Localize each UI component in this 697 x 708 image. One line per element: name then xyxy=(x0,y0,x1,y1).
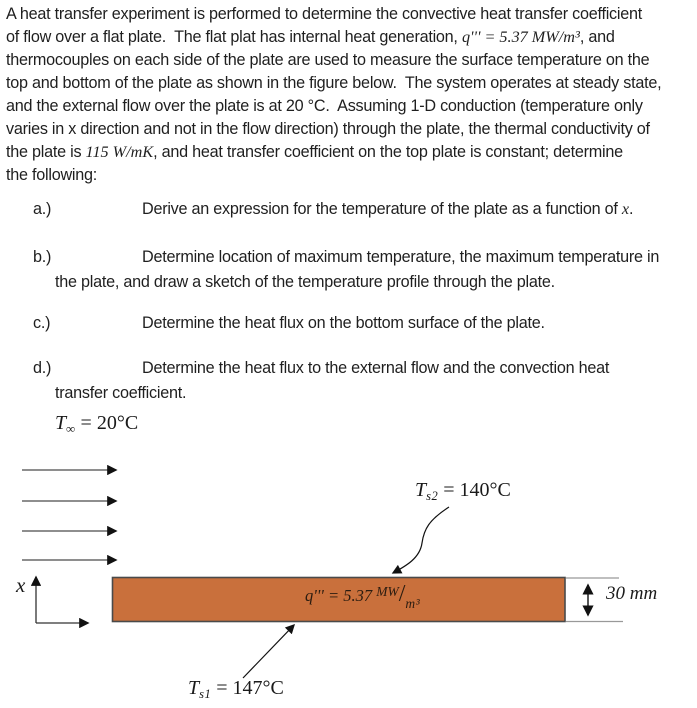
text-line: thermocouples on each side of the plate are used to measure the surface temperature on the xyxy=(6,51,650,69)
item-b-text xyxy=(0,245,697,295)
q-value: = 5.37 xyxy=(323,586,377,605)
text-line: transfer coefficient. xyxy=(55,384,187,402)
ts2-leader-arrow xyxy=(393,507,449,573)
text-line: varies in x direction and not in the flow direction) through the plate, the thermal conductivity of xyxy=(6,120,650,138)
text-line: the plate, and draw a sketch of the temperature profile through the plate. xyxy=(55,273,555,291)
item-a xyxy=(0,197,697,222)
q-unit-numerator: MW xyxy=(376,584,399,599)
text-line: and the external flow over the plate is at 20 °C. Assuming 1-D conduction (temperature only xyxy=(6,97,643,115)
t-inf-value: = 20°C xyxy=(75,412,139,434)
text-line: of flow over a flat plate. The flat plat has internal heat generation, q''' = 5.37 MW/m³, and xyxy=(6,28,615,46)
item-c xyxy=(0,311,697,336)
ts1-leader-arrow xyxy=(243,625,294,678)
q-unit-slash: / xyxy=(398,581,406,607)
coordinate-axes xyxy=(36,577,88,623)
item-c-label: c.) xyxy=(33,314,51,332)
item-d-text xyxy=(0,356,697,406)
figure-diagram xyxy=(0,405,697,708)
flow-arrows xyxy=(22,470,116,560)
x-axis-label: x xyxy=(16,573,26,597)
item-d xyxy=(0,356,697,406)
ts1-subscript: s1 xyxy=(199,687,212,701)
ts2-subscript: s2 xyxy=(426,489,439,503)
item-a-text xyxy=(0,197,697,222)
top-surface-temperature-label xyxy=(415,479,511,504)
ts1-value: = 147°C xyxy=(211,677,284,699)
freestream-temperature-label xyxy=(55,412,138,437)
problem-paragraph xyxy=(6,3,661,187)
text-line: the plate is 115 W/mK, and heat transfer coefficient on the top plate is constant; determine xyxy=(6,143,623,161)
item-b-label: b.) xyxy=(33,248,52,266)
text-line: Determine the heat flux to the external flow and the convection heat xyxy=(142,359,610,377)
ts2-value: = 140°C xyxy=(438,479,511,501)
ts2-symbol: T xyxy=(415,479,427,501)
item-d-label: d.) xyxy=(33,359,52,377)
text-line: the following: xyxy=(6,166,97,184)
item-b xyxy=(0,245,697,295)
text-line: top and bottom of the plate as shown in the figure below. The system operates at steady state, xyxy=(6,74,662,92)
text-line: A heat transfer experiment is performed to determine the convective heat transfer coefficient xyxy=(6,5,642,23)
plate-thickness-label: 30 mm xyxy=(606,583,658,604)
text-line: Derive an expression for the temperature of the plate as a function of x. xyxy=(142,200,634,218)
item-a-label: a.) xyxy=(33,200,52,218)
heat-generation-label xyxy=(305,582,420,612)
q-symbol: q''' xyxy=(305,586,324,605)
t-inf-subscript: ∞ xyxy=(66,422,76,436)
text-line: Determine the heat flux on the bottom surface of the plate. xyxy=(142,314,545,332)
text-line: Determine location of maximum temperature, the maximum temperature in xyxy=(142,248,660,266)
item-c-text xyxy=(0,311,697,336)
q-unit-denominator: m³ xyxy=(405,596,421,611)
t-inf-symbol: T xyxy=(55,412,67,434)
ts1-symbol: T xyxy=(188,677,200,699)
bottom-surface-temperature-label xyxy=(188,677,284,702)
